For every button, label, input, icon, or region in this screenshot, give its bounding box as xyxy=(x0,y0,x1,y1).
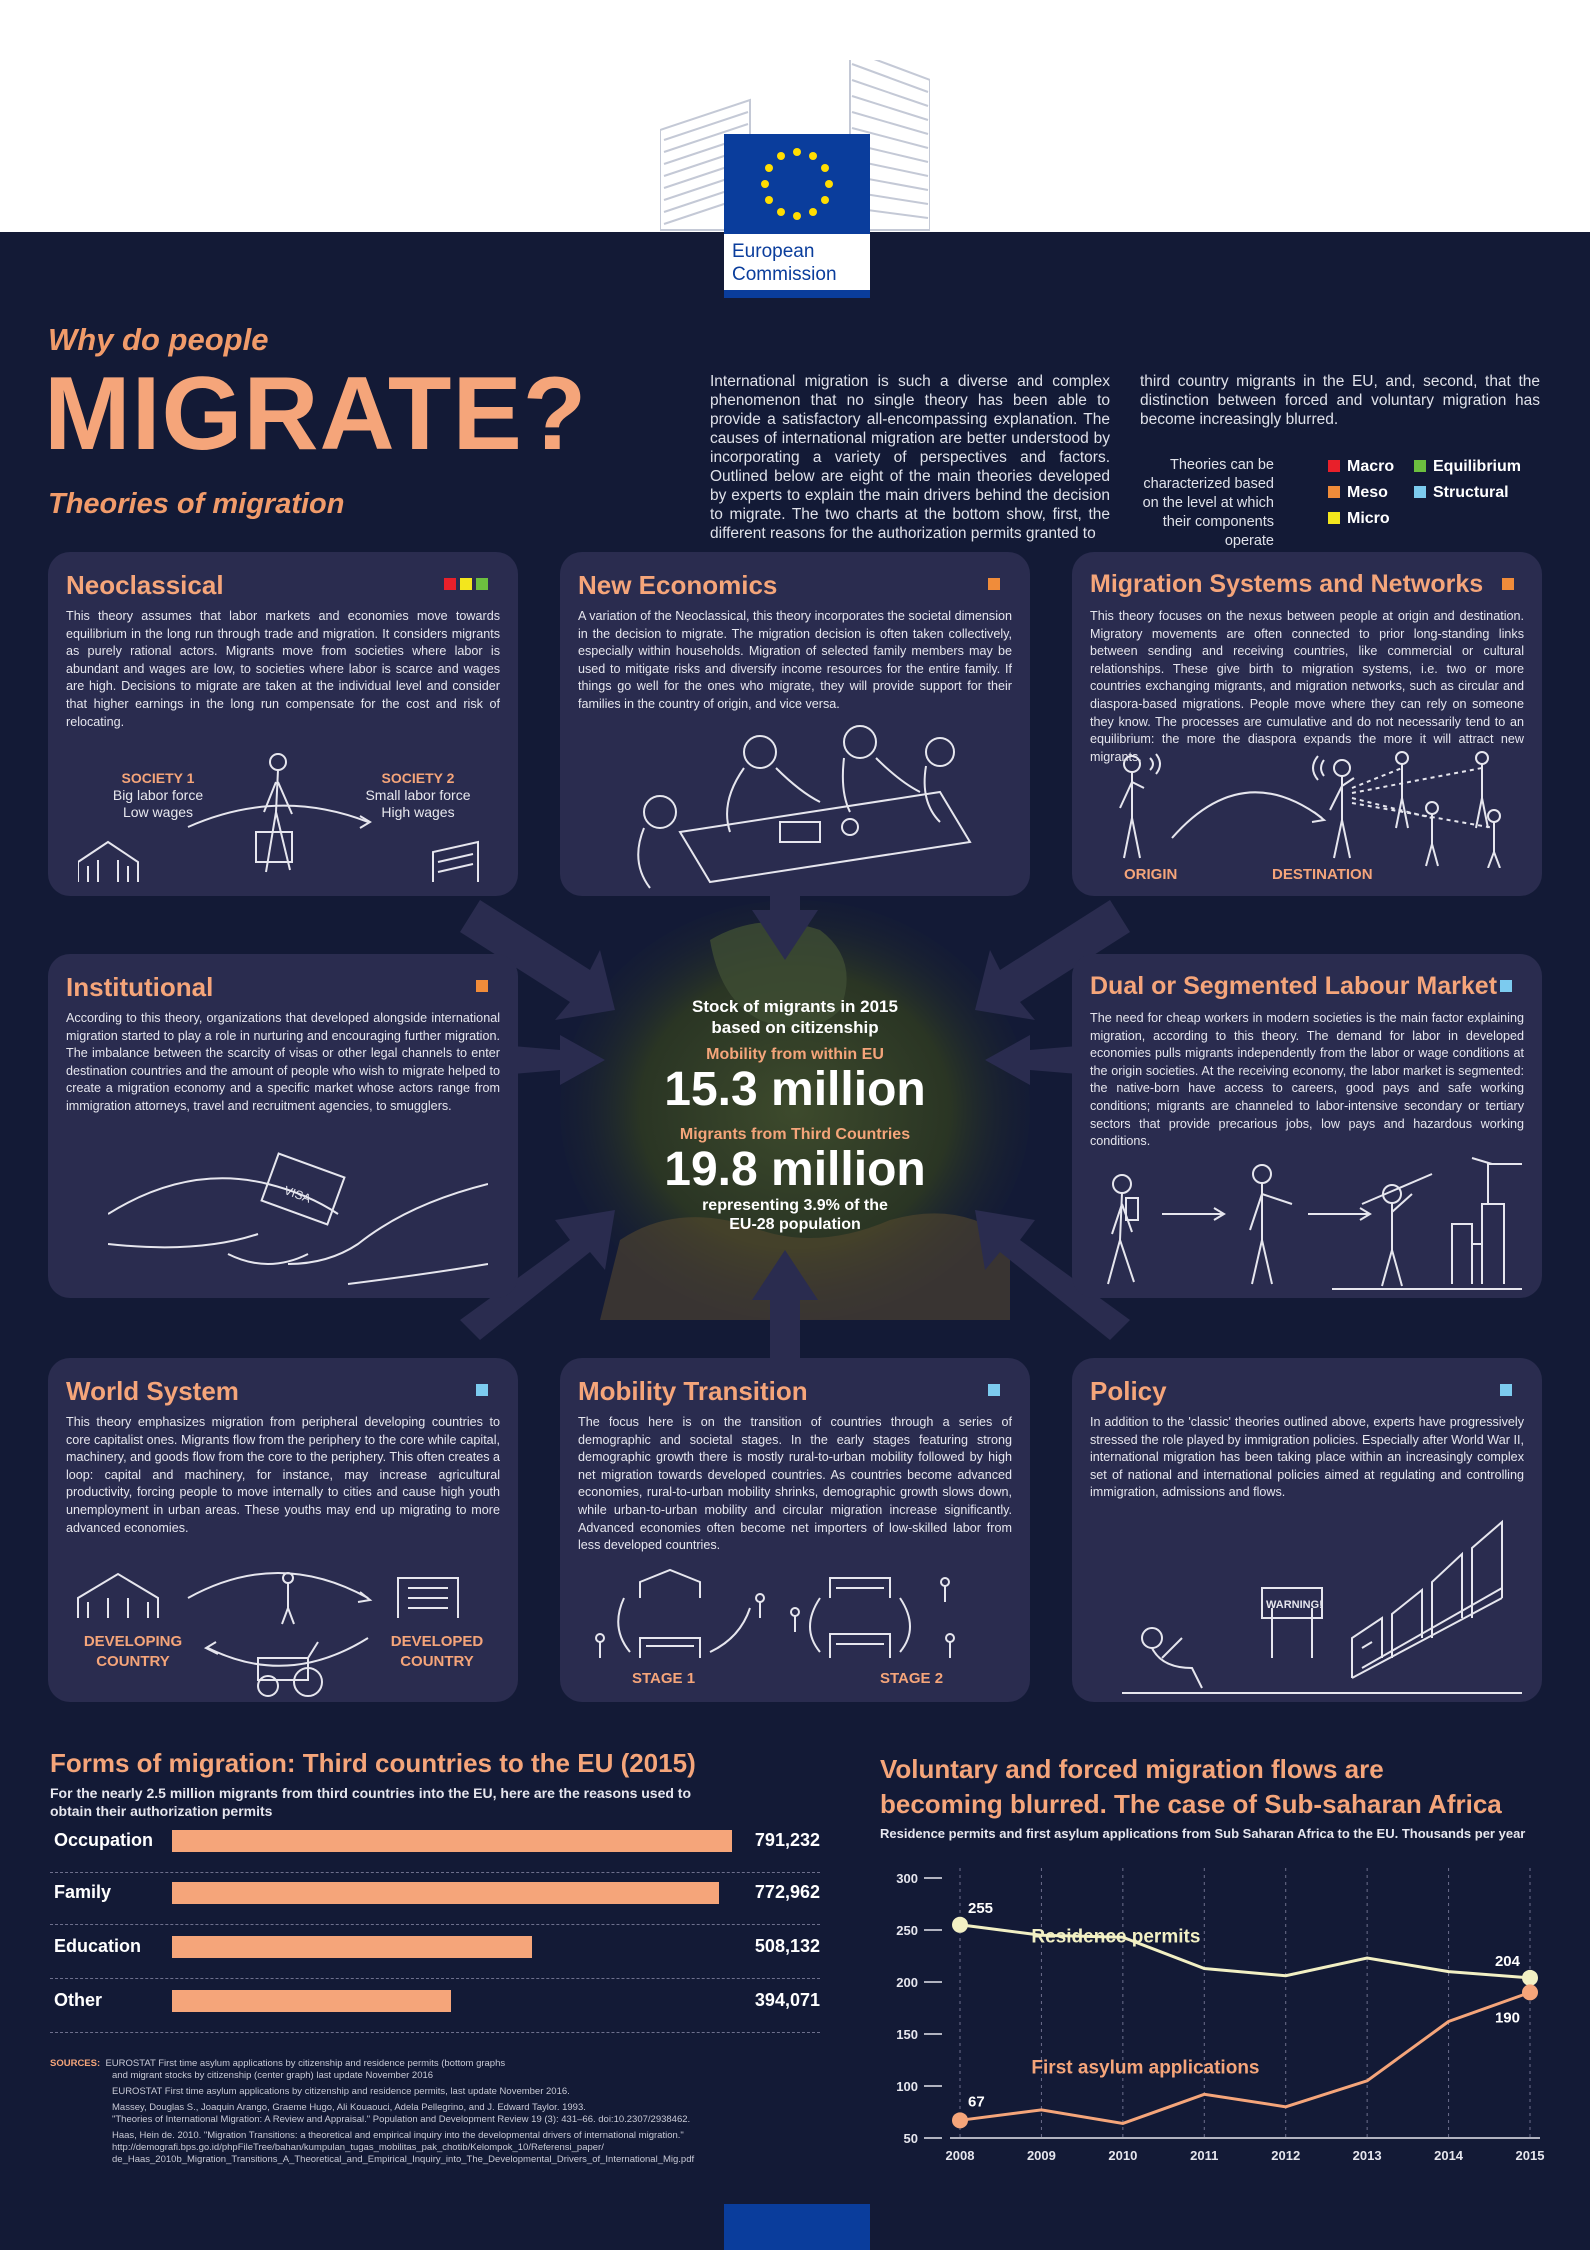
stages-diagram-icon xyxy=(580,1568,1010,1678)
legend-structural: Structural xyxy=(1414,484,1509,502)
structural-dot xyxy=(1500,980,1512,992)
stage-2-label: STAGE 2 xyxy=(880,1670,944,1687)
series-name: First asylum applications xyxy=(1031,2057,1260,2079)
kicker: Why do people xyxy=(48,322,269,357)
third-country-label: Migrants from Third Countries xyxy=(679,1126,911,1143)
line-chart-subtitle: Residence permits and first asylum applications from Sub Saharan Africa to the EU. Thousands per year xyxy=(880,1826,1526,1841)
forms-chart-title: Forms of migration: Third countries to the EU (2015) xyxy=(50,1748,696,1778)
data-label: 67 xyxy=(968,2093,985,2111)
sources-label: SOURCES: xyxy=(50,2058,101,2069)
y-tick-label: 200 xyxy=(896,1975,918,1990)
visa-text: VISA xyxy=(282,1183,313,1206)
developing-country-label: DEVELOPING COUNTRY xyxy=(83,1633,183,1670)
origin-destination-icon xyxy=(1102,748,1522,868)
card-text: According to this theory, organizations that developed alongside international migration started to play a role in nurturing and encouraging further migration. The imbalance between the scarcity of visas or other legal channels to enter destination countries and the amount of people who wish to migrate helped to create a migration economy and a specific market whose actors range from immigration attorneys, travel and recruitment agencies, to smugglers. xyxy=(66,1011,500,1113)
logo-line-1: European xyxy=(732,241,815,262)
x-tick-label: 2015 xyxy=(1515,2148,1545,2163)
bar-label: Family xyxy=(54,1882,112,1902)
bar xyxy=(172,1830,732,1852)
x-tick-label: 2013 xyxy=(1352,2148,1382,2163)
series-endpoint xyxy=(1522,1970,1538,1986)
meso-dot xyxy=(476,980,488,992)
core-periphery-loop-icon xyxy=(68,1558,498,1698)
bar-value: 508,132 xyxy=(754,1936,820,1956)
card-text: This theory assumes that labor markets and economies move towards equilibrium in the long run through trade and migration. It considers migrants as purely rational actors. Migrants move from societies where labor is abundant and wages are low, to societies where labor is scarce and wages are high. Decisions to migrate are taken at the individual level and consider that higher earnings in the long run compensate for the cost and risk of relocating. xyxy=(66,609,500,729)
structural-dot xyxy=(988,1384,1000,1396)
card-policy xyxy=(1072,1358,1542,1702)
card-title: Policy xyxy=(1090,1376,1167,1406)
bar xyxy=(172,1882,719,1904)
intro-col-1: International migration is such a diverse and complex phenomenon that no single theory has been able to provide a satisfactory all-encompassing explanation. The causes of international migration are better understood by incorporating a variety of perspectives and factors. Outlined below are eight of the main theories developed by experts to explain the main drivers behind the decision to migrate. The two charts at the bottom show, first, the different reasons for the authorization permits granted to xyxy=(710,373,1110,542)
stock-note-1: representing 3.9% of the xyxy=(702,1197,888,1214)
card-dual-labour xyxy=(1072,954,1542,1298)
structural-dot xyxy=(476,1384,488,1396)
handing-visa-icon xyxy=(108,1144,488,1294)
sources-block: SOURCES: EUROSTAT First time asylum applications by citizenship and residence permits (bottom graphs and migrant stocks by citizenship (center graph) last update November 2016 EUROSTAT First time asylum applications by citizenship and residence permits, last update November 2016. Massey, Douglas S., Joaquin Arango, Graeme Hugo, Ali Kouaouci, Adela Pellegrino, and J. Edward Taylor. 1993. "Theories of International Migration: A Review and Appraisal." Population and Development Review 19 (3): 431–66. doi:10.2307/2938462. Haas, Hein de. 2010. "Migration Transitions: a theoretical and empirical inquiry into the developmental drivers of international migration." http://demografi.bps.go.id/phpFileTree/bahan/kumpulan_tugas_mobilitas_pak_chotib/Kelompok_10/Referensi_paper/ de_Haas_2010b_Migration_Transitions_A_Theoretical_and_Empirical_Inquiry_into_The_Developmental_Drivers_of_International_Mig.pdf xyxy=(50,2058,695,2165)
card-mobility-transition xyxy=(560,1358,1030,1702)
labor-pipeline-icon xyxy=(1092,1154,1522,1294)
card-title: Neoclassical xyxy=(66,570,224,600)
bar-row xyxy=(50,1982,820,2033)
data-label: 190 xyxy=(1494,2009,1520,2027)
x-tick-label: 2008 xyxy=(945,2148,975,2163)
card-neoclassical xyxy=(48,552,518,896)
warning-sign-text: WARNING! xyxy=(1266,1599,1323,1611)
legend-meso: Meso xyxy=(1328,484,1388,502)
bar xyxy=(172,1990,451,2012)
line-chart-title: Voluntary and forced migration flows are becoming blurred. The case of Sub-saharan Africa xyxy=(880,1754,1502,1819)
bar xyxy=(172,1936,532,1958)
footer-blue-bar xyxy=(724,2204,870,2250)
card-title: World System xyxy=(66,1376,239,1406)
intro-col-2: third country migrants in the EU, and, second, that the distinction between forced and voluntary migration has become increasingly blurred. xyxy=(1140,373,1540,428)
card-new-economics xyxy=(560,552,1030,896)
origin-label: ORIGIN xyxy=(1124,866,1178,883)
family-meeting-icon xyxy=(620,712,1000,892)
bar-value: 394,071 xyxy=(754,1990,820,2010)
card-text: A variation of the Neoclassical, this theory incorporates the societal dimension in the decision to migrate. The migration decision is often taken collectively, especially within households. Migration of selected family members may be used to mitigate risks and diversify income resources for the entire family. If things go well for the ones who migrate, they will provide support for their families in the country of origin, and vice versa. xyxy=(578,609,1013,711)
bar-label: Other xyxy=(54,1990,103,2010)
data-label: 255 xyxy=(968,1899,994,1917)
card-text: The focus here is on the transition of countries through a series of demographic and societal stages. In the early stages featuring strong demographic growth there is mostly rural-to-urban mobility followed by high net migration towards developed countries. As countries become advanced economies, rural-to-urban mobility shrinks, demographic growth slows down, while urban-to-urban mobility and circular migration increase significantly. Advanced economies often become net importers of low-skilled labor from less developed countries. xyxy=(578,1415,1012,1553)
eu-stars-icon xyxy=(724,134,870,234)
logo-line-2: Commission xyxy=(732,264,837,285)
card-text: This theory emphasizes migration from peripheral developing countries to core capitalist ones. Migrants flow from the periphery to the core while capital, machinery, and goods flow from the core to the periphery. This often creates a loop: capital and machinery, for instance, may increase agricultural productivity, forcing people to move internally to cities and cause high youth unemployment in urban areas. These youths may end up migrating to more advanced economies. xyxy=(66,1415,501,1535)
page-subtitle: Theories of migration xyxy=(48,488,345,520)
micro-dot xyxy=(460,578,472,590)
y-tick-label: 300 xyxy=(896,1871,918,1886)
card-text: In addition to the 'classic' theories outlined above, experts have progressively stressed the role played by immigration policies. Especially after World War II, international migration has been taking place within an increasingly complex set of national and international policies aimed at regulating and controlling immigration, admissions and flows. xyxy=(1090,1415,1524,1500)
eu-mobility-value: 15.3 million xyxy=(664,1063,926,1116)
society-2-label: SOCIETY 2 Small labor force High wages xyxy=(365,770,471,820)
y-tick-label: 250 xyxy=(896,1923,918,1938)
bar-row xyxy=(50,1874,820,1925)
series-endpoint xyxy=(952,2112,968,2128)
card-systems-networks xyxy=(1072,552,1542,896)
bar-value: 772,962 xyxy=(754,1882,820,1902)
meso-dot xyxy=(1502,578,1514,590)
card-text: This theory focuses on the nexus between people at origin and destination. Migratory movements are often connected to prior long-standing links between sending and receiving countries, like commercial or cultural relationships. These give birth to migration systems, i.e. two or more countries exchanging migrants, and migration networks, such as circular and diaspora-based migrations. People move where they can rely on someone they know. The processes are cumulative and do not necessarily tend to an equilibrium: the more the diaspora expands the more it will attract new migrants. xyxy=(1090,609,1524,764)
x-tick-label: 2011 xyxy=(1190,2148,1219,2163)
forms-chart-subtitle: For the nearly 2.5 million migrants from third countries into the EU, here are the reasons used to obtain their authorization permits xyxy=(50,1785,692,1819)
bar-value: 791,232 xyxy=(754,1830,820,1850)
developed-country-label: DEVELOPED COUNTRY xyxy=(390,1633,484,1670)
eu-flag xyxy=(724,134,870,234)
equilibrium-dot xyxy=(476,578,488,590)
structural-dot xyxy=(1500,1384,1512,1396)
y-tick-label: 150 xyxy=(896,2027,918,2042)
series-name: Residence permits xyxy=(1031,1926,1201,1948)
stock-title-2: based on citizenship xyxy=(711,1018,879,1037)
bar-label: Education xyxy=(54,1936,142,1956)
bar-label: Occupation xyxy=(54,1830,154,1850)
page-title: MIGRATE? xyxy=(44,356,588,472)
commission-logo-text xyxy=(724,234,870,292)
x-tick-label: 2010 xyxy=(1108,2148,1138,2163)
card-world-system xyxy=(48,1358,518,1702)
meso-dot xyxy=(988,578,1000,590)
legend-macro: Macro xyxy=(1328,458,1394,476)
stock-note-2: EU-28 population xyxy=(729,1216,861,1233)
legend-label: Theories can be characterized based on the level at which their components operate xyxy=(1142,457,1274,549)
eu-mobility-label: Mobility from within EU xyxy=(706,1046,884,1063)
y-tick-label: 50 xyxy=(903,2131,918,2146)
card-institutional xyxy=(48,954,518,1298)
bar-row xyxy=(50,1928,820,1979)
card-title: Mobility Transition xyxy=(578,1376,808,1406)
macro-dot xyxy=(444,578,456,590)
migration-line-chart xyxy=(870,1848,1570,2188)
card-title: Migration Systems and Networks xyxy=(1090,570,1484,598)
stock-title-1: Stock of migrants in 2015 xyxy=(692,997,898,1016)
stage-1-label: STAGE 1 xyxy=(632,1670,696,1687)
legend-micro: Micro xyxy=(1328,510,1390,528)
data-label: 204 xyxy=(1494,1952,1520,1970)
migrant-stock-panel xyxy=(560,996,1030,1234)
card-title: New Economics xyxy=(578,570,778,600)
bar-row xyxy=(50,1822,820,1873)
card-text: The need for cheap workers in modern societies is the main factor explaining migration, according to this theory. The demand for labor in developed economies pulls migrants independently from the labor or wage conditions at the origin societies. At the receiving economy, the labor market is segmented: the native-born have access to careers, good pays and safe working conditions; migrants are channeled to labor-intensive secondary or tertiary sectors that provide precarious jobs, low pays and hazardous working conditions. xyxy=(1090,1011,1524,1149)
society-1-label: SOCIETY 1 Big labor force Low wages xyxy=(112,770,204,820)
series-endpoint xyxy=(952,1917,968,1933)
destination-label: DESTINATION xyxy=(1272,866,1373,883)
x-tick-label: 2012 xyxy=(1271,2148,1301,2163)
x-tick-label: 2014 xyxy=(1434,2148,1464,2163)
legend-equilibrium: Equilibrium xyxy=(1414,458,1521,476)
y-tick-label: 100 xyxy=(896,2079,918,2094)
third-country-value: 19.8 million xyxy=(664,1143,926,1196)
migrant-walking-icon xyxy=(78,742,498,892)
series-endpoint xyxy=(1522,1984,1538,2000)
card-title: Dual or Segmented Labour Market xyxy=(1090,972,1498,1000)
card-title: Institutional xyxy=(66,972,214,1002)
x-tick-label: 2009 xyxy=(1026,2148,1056,2163)
border-wall-icon xyxy=(1122,1518,1522,1698)
